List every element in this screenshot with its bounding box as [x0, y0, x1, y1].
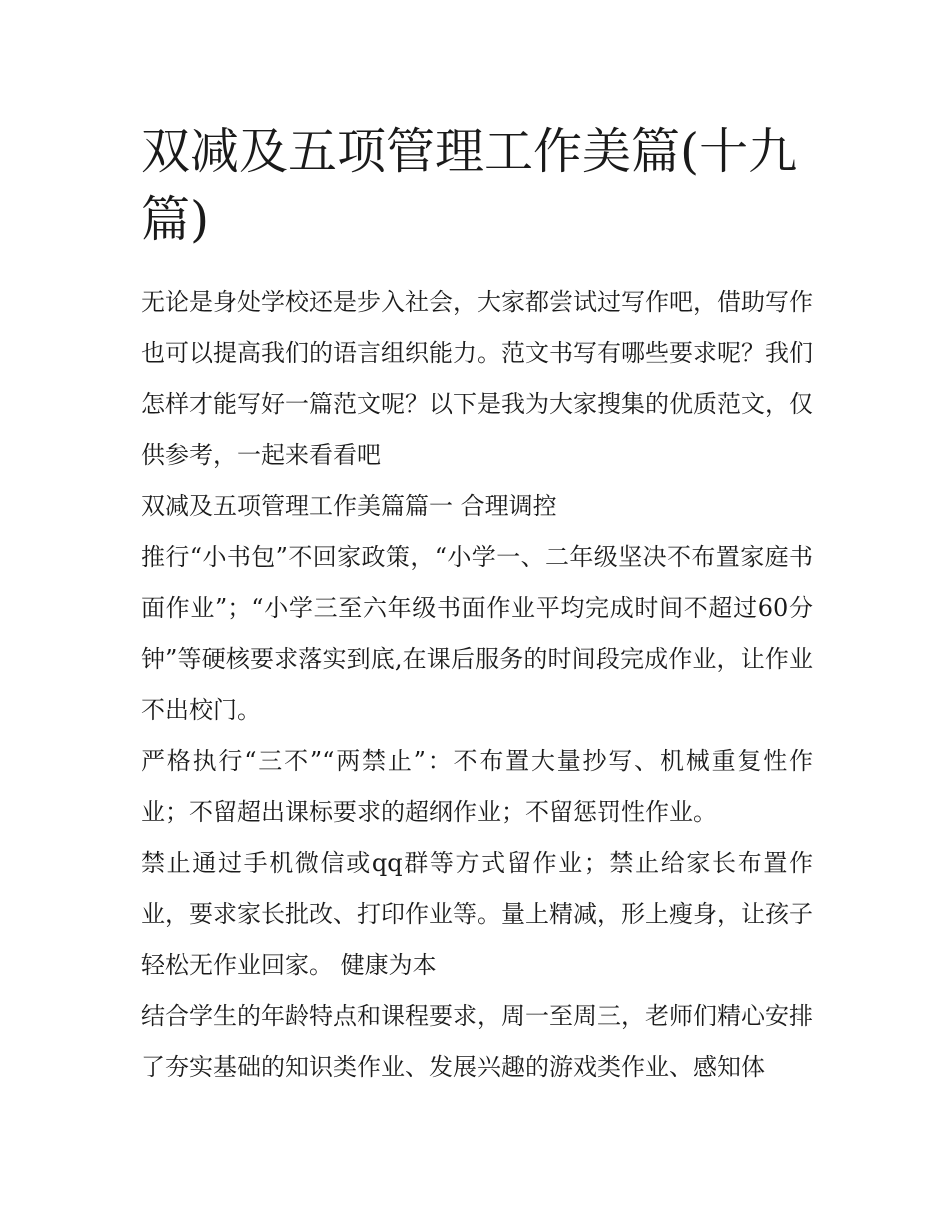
body-paragraph: 禁止通过手机微信或qq群等方式留作业；禁止给家长布置作业，要求家长批改、打印作业等。量上精减，形上瘦身，让孩子轻松无作业回家。 健康为本: [141, 849, 813, 979]
body-paragraph: 严格执行“三不”“两禁止”：不布置大量抄写、机械重复性作业；不留超出课标要求的超纲作业；不留惩罚性作业。: [141, 747, 813, 826]
intro-paragraph: 无论是身处学校还是步入社会，大家都尝试过写作吧，借助写作也可以提高我们的语言组织能力。范文书写有哪些要求呢？我们怎样才能写好一篇范文呢？以下是我为大家搜集的优质范文，仅供参考，一起来看看吧: [141, 288, 813, 469]
body-paragraph: 推行“小书包”不回家政策，“小学一、二年级坚决不布置家庭书面作业”；“小学三至六年级书面作业平均完成时间不超过60分钟”等硬核要求落实到底,在课后服务的时间段完成作业，让作业不出校门。: [141, 543, 813, 724]
section-heading: 双减及五项管理工作美篇篇一 合理调控: [141, 492, 557, 520]
body-paragraph: 结合学生的年龄特点和课程要求，周一至周三，老师们精心安排了夯实基础的知识类作业、发展兴趣的游戏类作业、感知体: [141, 1002, 813, 1081]
document-title: 双减及五项管理工作美篇(十九篇): [141, 123, 798, 248]
document-page: [141, 118, 813, 1093]
